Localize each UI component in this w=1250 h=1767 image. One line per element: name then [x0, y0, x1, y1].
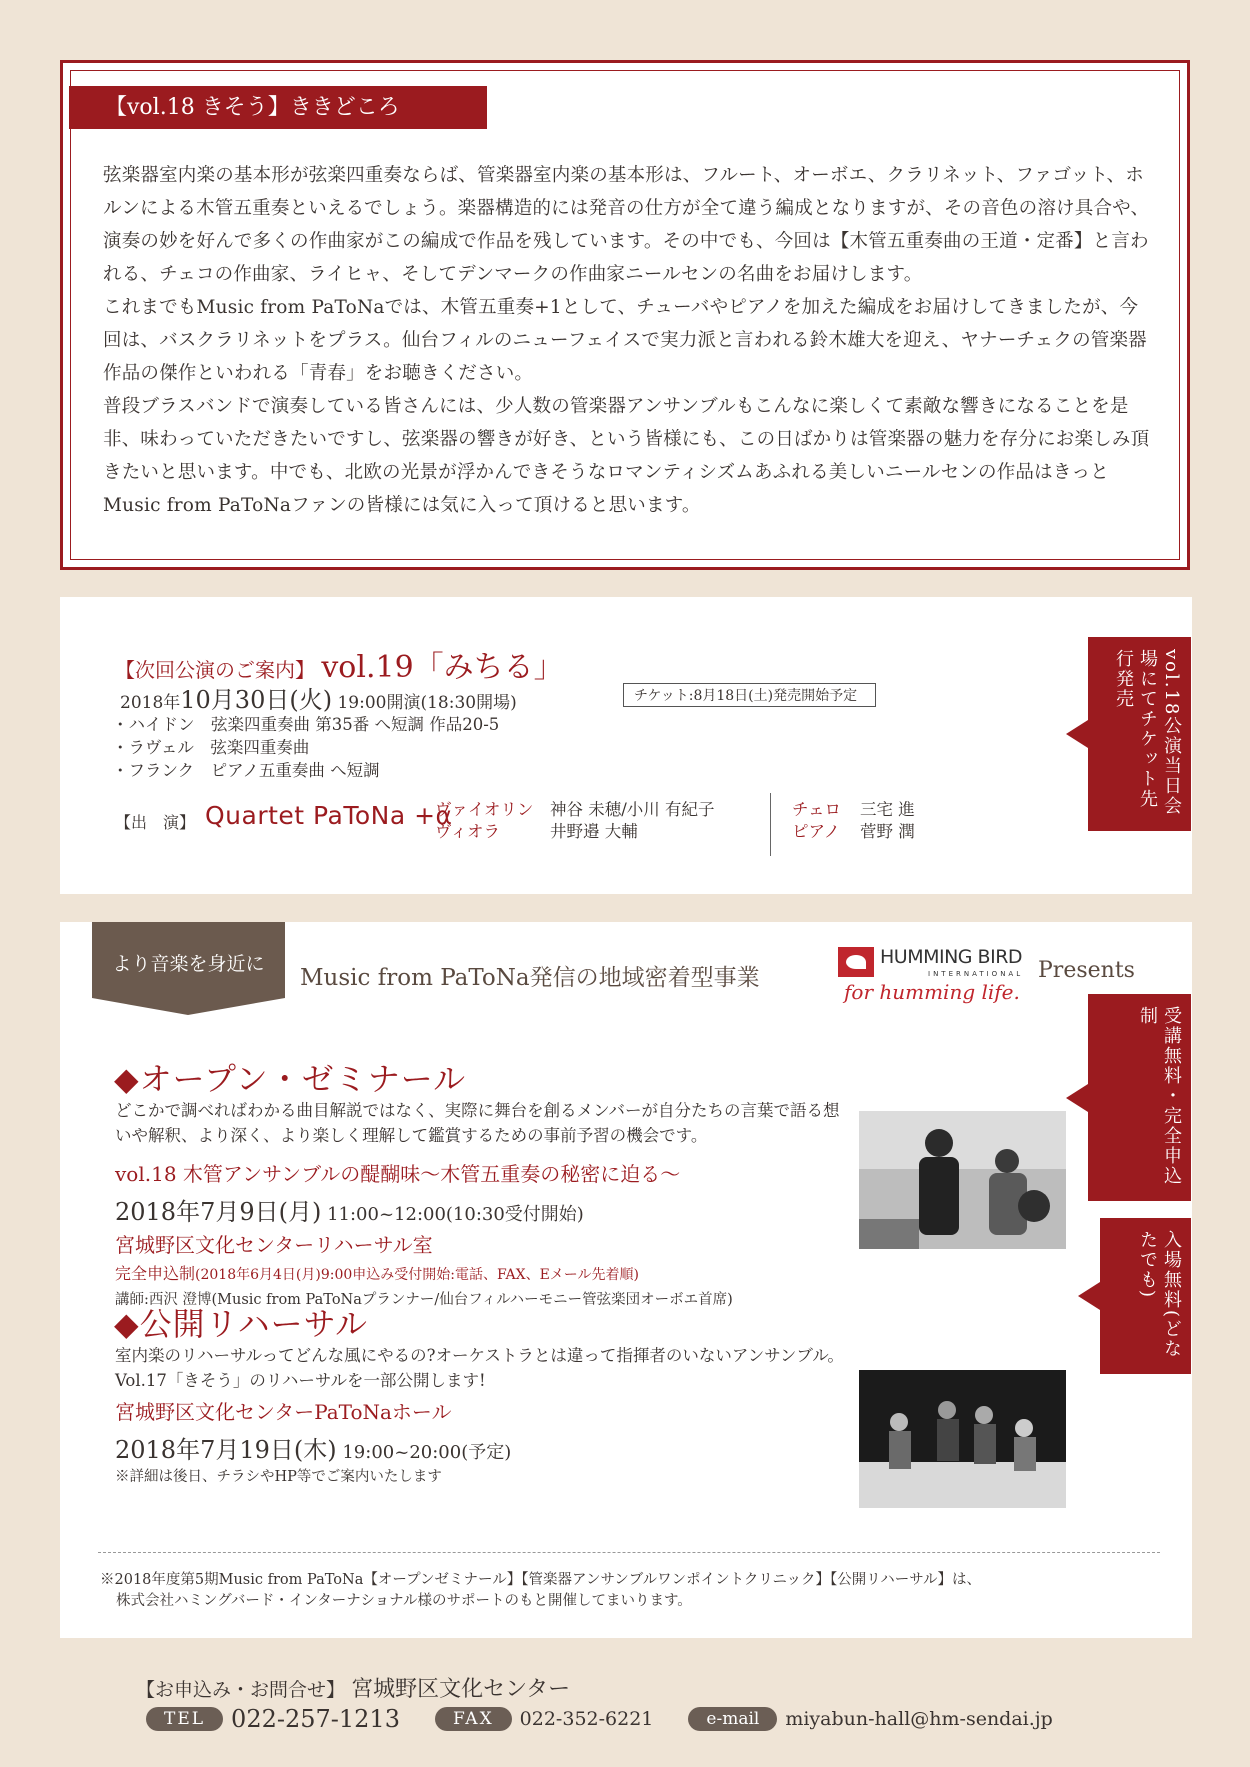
rehearsal-date	[115, 1430, 511, 1465]
rehearsal-title: ◆公開リハーサル	[114, 1305, 369, 1343]
free-seminar-tag: 受講無料・完全申込制	[1088, 994, 1191, 1201]
contact-line	[146, 1705, 1081, 1733]
closer-tag-label: より音楽を身近に	[92, 922, 285, 998]
next-concert-panel	[60, 597, 1192, 894]
highlights-paragraph: 弦楽器室内楽の基本形が弦楽四重奏ならば、管楽器室内楽の基本形は、フルート、オーボエ、クラリネット、ファゴット、ホルンによる木管五重奏といえるでしょう。楽器構造的には発音の仕方が全て違う編成となりますが、その音色の溶け具合や、演奏の妙を好んで多くの作曲家がこの編成で作品を残しています。その中でも、今回は【木管五重奏曲の王道・定番】と言われる、チェコの作曲家、ライヒャ、そしてデンマークの作曲家ニールセンの名曲をお届けします。	[103, 165, 1150, 285]
names-left	[550, 799, 715, 843]
highlights-paragraph: これまでもMusic from PaToNaでは、木管五重奏+1として、チューバやピアノを加えた編成をお届けしてきましたが、今回は、バスクラリネットをプラス。仙台フィルのニューフェイスで実力派と言われる鈴木雄大を迎え、ヤナーチェクの管楽器作品の傑作といわれる「青春」をお聴きください。	[103, 297, 1147, 384]
contact-venue: 宮城野区文化センター	[351, 1677, 571, 1702]
next-date-main: 10月30日(火)	[180, 686, 333, 714]
tel-label: TEL	[146, 1707, 223, 1731]
performers-label: 【出 演】	[115, 813, 196, 832]
contact-title	[136, 1672, 570, 1703]
role: チェロ	[792, 800, 842, 819]
next-concert-label: 【次回公演のご案内】	[115, 658, 315, 682]
advance-ticket-tag: vol.18公演当日会場にてチケット先行発売	[1088, 637, 1191, 831]
ensemble-name: Quartet PaToNa +α	[205, 801, 453, 830]
rehearsal-date-main: 2018年7月19日(木)	[115, 1436, 337, 1464]
performer-name: 井野邉 大輔	[550, 822, 638, 841]
seminar-date	[115, 1192, 584, 1227]
rehearsal-note: ※詳細は後日、チラシやHP等でご案内いたします	[115, 1469, 442, 1485]
roles-right	[792, 799, 841, 843]
next-concert-date	[120, 680, 517, 715]
seminar-description: どこかで調べればわかる曲目解説ではなく、実際に舞台を創るメンバーが自分たちの言葉で語る想いや解釈、より深く、より楽しく理解して鑑賞するための事前予習の機会です。	[115, 1101, 840, 1145]
highlights-tag: 【vol.18 きそう】ききどころ	[69, 86, 487, 129]
free-admission-tag: 入場無料(どなたでも)	[1100, 1218, 1191, 1374]
rehearsal-photo	[859, 1370, 1066, 1508]
roles-left	[435, 799, 533, 843]
next-date-year: 2018年	[120, 693, 181, 713]
performer-name: 菅野 潤	[860, 822, 915, 841]
role: ピアノ	[792, 822, 841, 841]
performers-divider	[770, 793, 771, 856]
seminar-apply-detail: (2018年6月4日(月)9:00申込み受付開始:電話、FAX、Eメール先着順)	[195, 1267, 639, 1283]
rehearsal-time: 19:00~20:00(予定)	[342, 1442, 512, 1463]
sponsor-brand: HUMMING BIRD	[880, 946, 1023, 968]
seminar-title: ◆オープン・ゼミナール	[114, 1060, 467, 1098]
seminar-photo-image	[859, 1111, 1066, 1249]
footnote-divider	[98, 1552, 1160, 1553]
program-item: ・ハイドン 弦楽四重奏曲 第35番 へ短調 作品20-5	[112, 715, 500, 734]
seminar-apply-main: 完全申込制	[115, 1264, 196, 1283]
ticket-info: チケット:8月18日(土)発売開始予定	[623, 683, 876, 707]
performer-name: 神谷 未穂/小川 有紀子	[550, 800, 715, 819]
community-headline: Music from PaToNa発信の地域密着型事業	[300, 965, 760, 991]
email-address[interactable]: miyabun-hall@hm-sendai.jp	[785, 1708, 1053, 1730]
rehearsal-photo-image	[859, 1370, 1066, 1508]
closer-to-music-tag	[92, 922, 285, 1015]
seminar-venue: 宮城野区文化センターリハーサル室	[115, 1233, 433, 1257]
next-concert-vol: vol.19「みちる」	[321, 650, 564, 685]
footnote	[100, 1570, 981, 1612]
sponsor-tagline: for humming life.	[844, 980, 1020, 1004]
footnote-line: 株式会社ハミングバード・インターナショナル様のサポートのもと開催してまいります。	[116, 1593, 692, 1609]
tel-number[interactable]: 022-257-1213	[231, 1705, 400, 1733]
seminar-date-main: 2018年7月9日(月)	[115, 1198, 322, 1226]
contact-label: 【お申込み・お問合せ】	[136, 1679, 346, 1701]
program-item: ・ラヴェル 弦楽四重奏曲	[112, 738, 310, 757]
program-item: ・フランク ピアノ五重奏曲 へ短調	[112, 761, 380, 780]
seminar-apply	[115, 1261, 639, 1284]
mail-label: e-mail	[688, 1707, 777, 1731]
highlights-body	[103, 159, 1153, 522]
presents-label: Presents	[1038, 958, 1135, 983]
seminar-photo	[859, 1111, 1066, 1249]
fax-number: 022-352-6221	[519, 1708, 654, 1730]
next-time: 19:00開演(18:30開場)	[337, 693, 517, 713]
names-right	[860, 799, 915, 843]
fax-label: FAX	[435, 1707, 512, 1731]
seminar-lecturer: 講師:西沢 澄博(Music from PaToNaプランナー/仙台フィルハーモニー管弦楽団オーボエ首席)	[115, 1292, 733, 1308]
closer-tag-arrow	[92, 998, 285, 1015]
hummingbird-logo	[838, 944, 1068, 1014]
highlights-panel	[60, 60, 1190, 570]
bird-icon	[838, 947, 874, 977]
rehearsal-venue: 宮城野区文化センターPaToNaホール	[115, 1400, 452, 1424]
seminar-time: 11:00~12:00(10:30受付開始)	[327, 1204, 584, 1225]
seminar-subtitle: vol.18 木管アンサンブルの醍醐味～木管五重奏の秘密に迫る～	[115, 1162, 681, 1186]
role: ヴィオラ	[435, 822, 501, 841]
sponsor-sub: INTERNATIONAL	[928, 970, 1024, 978]
role: ヴァイオリン	[435, 800, 534, 819]
footnote-line: ※2018年度第5期Music from PaToNa【オープンゼミナール】【管楽器アンサンブルワンポイントクリニック】【公開リハーサル】は、	[100, 1572, 982, 1588]
rehearsal-description: 室内楽のリハーサルってどんな風にやるの?オーケストラとは違って指揮者のいないアンサンブル。Vol.17「きそう」のリハーサルを一部公開します!	[115, 1346, 844, 1390]
performer-name: 三宅 進	[860, 800, 915, 819]
community-panel	[60, 922, 1192, 1638]
program-list	[112, 713, 499, 782]
highlights-paragraph: 普段ブラスバンドで演奏している皆さんには、少人数の管楽器アンサンブルもこんなに楽しくて素敵な響きになることを是非、味わっていただきたいですし、弦楽器の響きが好き、という皆様にも、この日ばかりは管楽器の魅力を存分にお楽しみ頂きたいと思います。中でも、北欧の光景が浮かんできそうなロマンティシズムあふれる美しいニールセンの作品はきっとMusic from PaToNaファンの皆様には気に入って頂けると思います。	[103, 396, 1150, 516]
